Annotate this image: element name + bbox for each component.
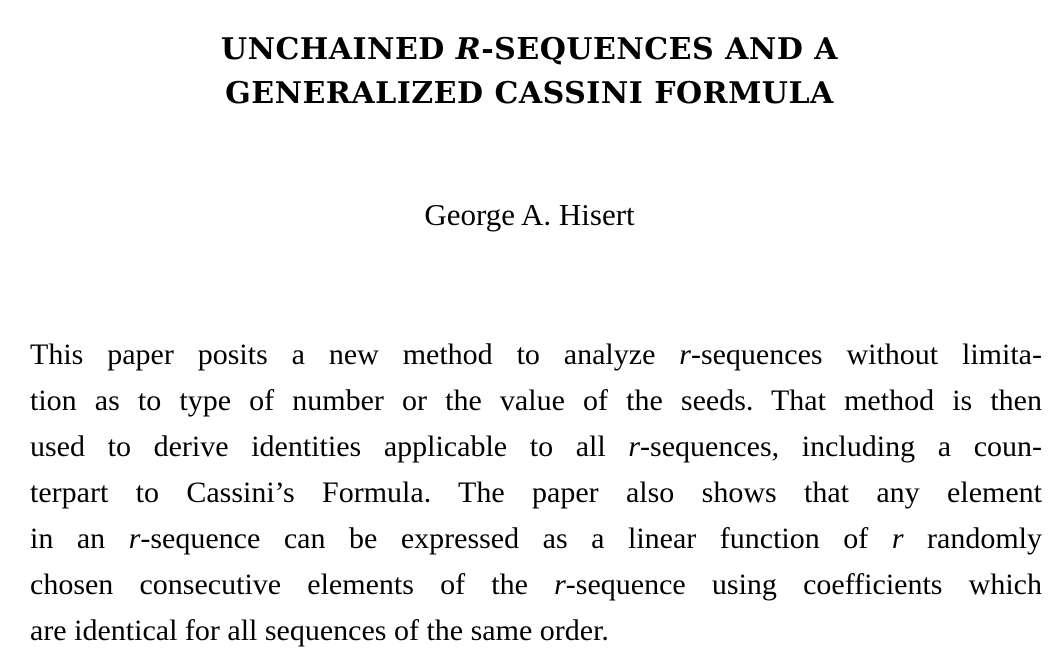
abstract-line-6	[30, 562, 1042, 608]
author-name: George A. Hisert	[424, 197, 635, 232]
abstract-text: are identical for all sequences of the same order.	[30, 614, 609, 647]
abstract-text: -sequence using coefficients which	[565, 568, 1042, 601]
abstract-line-1	[30, 332, 1042, 378]
abstract-text: in an	[30, 522, 129, 555]
r-variable: r	[679, 338, 691, 371]
abstract-text: randomly	[903, 522, 1042, 555]
abstract	[30, 332, 1042, 654]
r-variable: r	[128, 522, 141, 555]
paper-title	[0, 28, 1059, 116]
title-line-2: GENERALIZED CASSINI FORMULA	[225, 76, 834, 111]
title-line-1-prefix: UNCHAINED	[220, 32, 456, 67]
r-variable: r	[554, 568, 566, 601]
abstract-line-3	[30, 424, 1042, 470]
title-line-1-suffix: -SEQUENCES AND A	[481, 32, 839, 67]
title-r-variable: R	[455, 32, 482, 67]
abstract-text: used to derive identities applicable to all	[30, 430, 629, 463]
abstract-text: terpart to Cassini’s Formula. The paper also shows that any element	[30, 476, 1042, 509]
abstract-text: This paper posits a new method to analyze	[30, 338, 680, 371]
abstract-line-4	[30, 470, 1042, 516]
abstract-line-7	[30, 608, 1042, 654]
title-line-1	[0, 28, 1059, 72]
r-variable: r	[891, 522, 904, 555]
r-variable: r	[628, 430, 641, 463]
abstract-text: -sequences without limita-	[690, 338, 1042, 371]
abstract-line-2	[30, 378, 1042, 424]
abstract-line-5	[30, 516, 1042, 562]
abstract-text: -sequences, including a coun-	[640, 430, 1042, 463]
abstract-text: chosen consecutive elements of the	[30, 568, 555, 601]
abstract-text: -sequence can be expressed as a linear function of	[140, 522, 892, 555]
abstract-text: tion as to type of number or the value of the seeds. That method is then	[30, 384, 1042, 417]
